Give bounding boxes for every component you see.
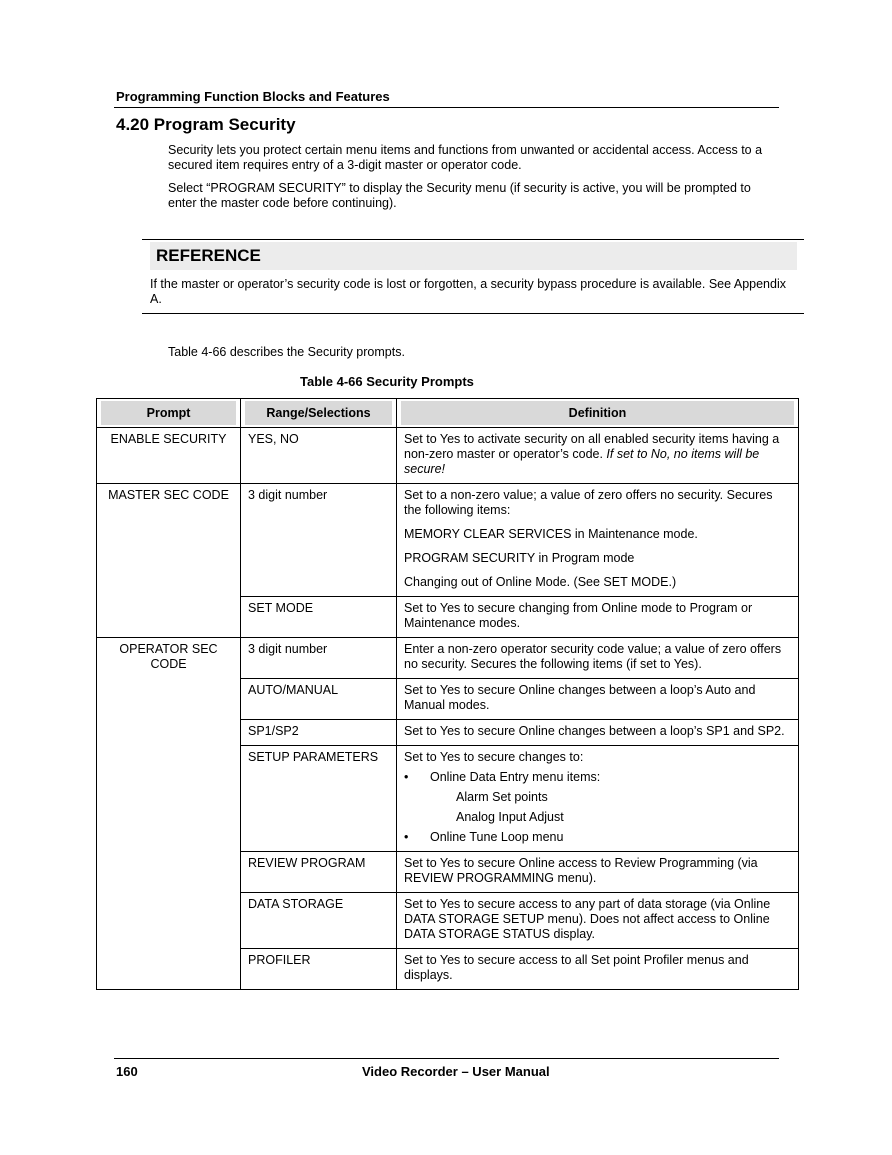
- header-prompt: Prompt: [97, 399, 241, 428]
- section-title: 4.20 Program Security: [116, 115, 296, 134]
- definition-cell: Set to Yes to secure Online changes between a loop’s Auto and Manual modes.: [397, 679, 799, 720]
- running-header: Programming Function Blocks and Features: [116, 89, 390, 104]
- table-row: [97, 484, 799, 597]
- definition-cell: Set to Yes to secure Online access to Review Programming (via REVIEW PROGRAMMING menu).: [397, 852, 799, 893]
- footer-divider: [114, 1058, 779, 1059]
- reference-title: REFERENCE: [156, 246, 261, 265]
- security-prompts-table: [96, 398, 799, 990]
- reference-top-rule: [142, 239, 804, 240]
- bullet-item: • Online Data Entry menu items:: [404, 770, 601, 784]
- footer-title: Video Recorder – User Manual: [362, 1064, 550, 1079]
- range-cell: DATA STORAGE: [241, 893, 397, 949]
- table-intro: Table 4-66 describes the Security prompts.: [168, 345, 405, 359]
- sub-item: Analog Input Adjust: [456, 810, 564, 824]
- definition-cell: Set to Yes to secure changes to: • Online Data Entry menu items: Alarm Set points Analog Input Adjust • Online Tune Loop menu: [397, 746, 799, 852]
- table-row: [97, 638, 799, 679]
- table-header-row: [97, 399, 799, 428]
- range-cell: 3 digit number: [241, 638, 397, 679]
- definition-cell: Set to a non-zero value; a value of zero offers no security. Secures the following items: MEMORY CLEAR SERVICES in Maintenance mode. PROGRAM SECURITY in Program mode Changing out of Online Mode. (See SET MODE.): [397, 484, 799, 597]
- definition-cell: Enter a non-zero operator security code value; a value of zero offers no security. Secures the following items (if set to Yes).: [397, 638, 799, 679]
- range-cell: PROFILER: [241, 949, 397, 990]
- intro-paragraph-2: Select “PROGRAM SECURITY” to display the Security menu (if security is active, you will be prompted to enter the master code before continuing).: [168, 181, 751, 210]
- prompt-cell: OPERATOR SEC CODE: [97, 638, 241, 990]
- range-cell: 3 digit number: [241, 484, 397, 597]
- range-cell: SETUP PARAMETERS: [241, 746, 397, 852]
- page-number: 160: [116, 1064, 138, 1079]
- definition-cell: Set to Yes to activate security on all enabled security items having a non-zero master or operator’s code. If set to No, no items will be secure!: [397, 428, 799, 484]
- table-row: [97, 428, 799, 484]
- warning-italic-text: If set to No, no items will be secure!: [404, 447, 760, 476]
- header-definition: Definition: [397, 399, 799, 428]
- intro-paragraph-1: Security lets you protect certain menu items and functions from unwanted or accidental access. Access to a secured item requires entry of a 3-digit master or operator code.: [168, 143, 763, 172]
- bullet-item: • Online Tune Loop menu: [404, 830, 564, 844]
- definition-cell: Set to Yes to secure access to all Set point Profiler menus and displays.: [397, 949, 799, 990]
- bullet-icon: •: [404, 770, 409, 784]
- reference-bottom-rule: [142, 313, 804, 314]
- header-range: Range/Selections: [241, 399, 397, 428]
- range-cell: AUTO/MANUAL: [241, 679, 397, 720]
- range-cell: SET MODE: [241, 597, 397, 638]
- range-cell: REVIEW PROGRAM: [241, 852, 397, 893]
- definition-cell: Set to Yes to secure access to any part of data storage (via Online DATA STORAGE SETUP menu). Does not affect access to Online DATA STORAGE STATUS display.: [397, 893, 799, 949]
- prompt-cell: ENABLE SECURITY: [97, 428, 241, 484]
- table-caption: Table 4-66 Security Prompts: [300, 374, 474, 389]
- header-divider: [114, 107, 779, 108]
- range-cell: SP1/SP2: [241, 720, 397, 746]
- bullet-icon: •: [404, 830, 409, 844]
- reference-body: If the master or operator’s security code is lost or forgotten, a security bypass procedure is available. See Appendix A.: [150, 277, 786, 306]
- range-cell: YES, NO: [241, 428, 397, 484]
- prompt-cell: MASTER SEC CODE: [97, 484, 241, 638]
- definition-cell: Set to Yes to secure Online changes between a loop’s SP1 and SP2.: [397, 720, 799, 746]
- definition-cell: Set to Yes to secure changing from Online mode to Program or Maintenance modes.: [397, 597, 799, 638]
- sub-item: Alarm Set points: [456, 790, 548, 804]
